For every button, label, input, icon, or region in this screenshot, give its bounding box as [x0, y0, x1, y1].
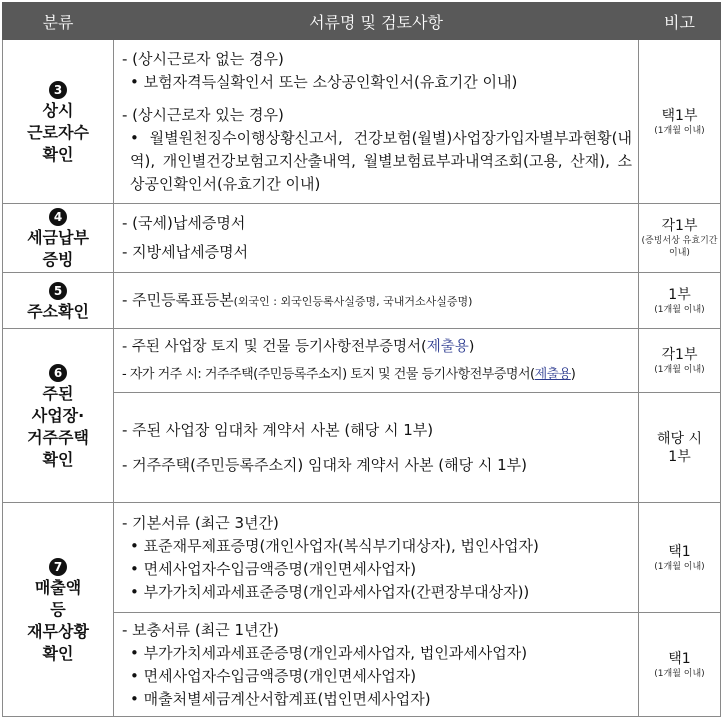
number-badge: 4 — [49, 208, 67, 226]
remark-cell — [639, 204, 721, 273]
doc-item-note: (외국인 : 외국인등록사실증명, 국내거소사실증명) — [233, 294, 473, 308]
documents-cell — [114, 503, 639, 613]
row-employee-count — [3, 40, 721, 204]
remark-small: (증빙서상 유효기간 이내) — [641, 236, 718, 258]
remark-label: 택1부 — [661, 107, 698, 124]
doc-item-highlight: 제출용 — [534, 366, 571, 382]
header-remarks: 비고 — [639, 3, 721, 40]
doc-head: - 보충서류 (최근 1년간) — [122, 620, 279, 639]
remark-small: (1개월 이내) — [654, 304, 705, 315]
doc-item: - 지방세납세증명서 — [122, 243, 249, 261]
document-table — [2, 2, 721, 717]
documents-cell — [114, 204, 639, 273]
header-documents: 서류명 및 검토사항 — [114, 3, 639, 40]
remark-cell — [639, 329, 721, 393]
doc-item-text: - 자가 거주 시: 거주주택(주민등록주소지) 토지 및 건물 등기사항전부증명서( — [122, 366, 535, 382]
remark-label: 택1 — [668, 650, 691, 667]
doc-item: • 매출처별세금계산서합계표(법인면세사업자) — [130, 689, 431, 708]
category-label: 상시 근로자수 확인 — [27, 100, 89, 164]
remark-small: (1개월 이내) — [654, 125, 705, 136]
doc-item: - 주된 사업장 임대차 계약서 사본 (해당 시 1부) — [122, 420, 434, 439]
category-cell — [3, 503, 114, 717]
category-cell — [3, 329, 114, 503]
doc-item: • 부가가치세과세표준증명(개인과세사업자(간편장부대상자)) — [130, 582, 530, 601]
category-label: 매출액 등 재무상황 확인 — [27, 577, 89, 663]
documents-cell — [114, 273, 639, 329]
doc-item: • 월별원천징수이행상황신고서, 건강보험(월별)사업장가입자별부과현황(내역), 개인별건강보험고지산출내역, 월별보험료부과내역조회(고용, 산재), 소상공인확인서(유효기간 이내) — [130, 128, 632, 193]
doc-item: • 면세사업자수입금액증명(개인면세사업자) — [130, 666, 417, 685]
doc-item-text: - 주된 사업장 토지 및 건물 등기사항전부증명서( — [122, 338, 427, 355]
documents-cell — [114, 329, 639, 393]
row-tax-payment — [3, 204, 721, 273]
doc-item-end: ) — [570, 366, 576, 382]
doc-item-highlight: 제출용 — [426, 338, 469, 355]
remark-cell — [639, 613, 721, 717]
number-badge: 7 — [49, 558, 67, 576]
doc-item — [122, 336, 632, 359]
doc-item-end: ) — [468, 338, 475, 355]
remark-small: (1개월 이내) — [654, 561, 705, 572]
documents-cell — [114, 40, 639, 204]
remark-label: 해당 시 1부 — [656, 430, 703, 465]
remark-label: 1부 — [668, 286, 691, 303]
doc-item — [122, 363, 632, 386]
category-cell — [3, 273, 114, 329]
remark-small: (1개월 이내) — [654, 668, 705, 679]
doc-item: • 부가가치세과세표준증명(개인과세사업자, 법인과세사업자) — [130, 643, 528, 662]
row-business-site-top — [3, 329, 721, 393]
doc-item: • 면세사업자수입금액증명(개인면세사업자) — [130, 559, 417, 578]
doc-item: - 거주주택(주민등록주소지) 임대차 계약서 사본 (해당 시 1부) — [122, 455, 528, 474]
remark-cell — [639, 503, 721, 613]
number-badge: 6 — [49, 364, 67, 382]
number-badge: 5 — [49, 282, 67, 300]
number-badge: 3 — [49, 81, 67, 99]
doc-item: - 주민등록표등본 — [122, 290, 234, 309]
remark-cell — [639, 40, 721, 204]
category-label: 세금납부 증빙 — [27, 228, 89, 269]
row-sales-top — [3, 503, 721, 613]
remark-label: 각1부 — [661, 218, 698, 234]
documents-cell — [114, 613, 639, 717]
doc-item: • 표준재무제표증명(개인사업자(복식부기대상자), 법인사업자) — [130, 536, 539, 555]
doc-item: - (국세)납세증명서 — [122, 214, 246, 232]
category-cell — [3, 40, 114, 204]
doc-head: - 기본서류 (최근 3년간) — [122, 513, 279, 532]
row-address — [3, 273, 721, 329]
doc-head: - (상시근로자 없는 경우) — [122, 49, 284, 68]
header-category: 분류 — [3, 3, 114, 40]
remark-cell — [639, 273, 721, 329]
category-label: 주소확인 — [27, 301, 89, 321]
remark-label: 각1부 — [661, 346, 698, 363]
remark-label: 택1 — [668, 543, 691, 560]
category-cell — [3, 204, 114, 273]
category-label: 주된 사업장· 거주주택 확인 — [27, 383, 89, 469]
documents-cell — [114, 393, 639, 503]
remark-cell — [639, 393, 721, 503]
header-row — [3, 3, 721, 40]
doc-item: • 보험자격득실확인서 또는 소상공인확인서(유효기간 이내) — [130, 72, 518, 91]
doc-head: - (상시근로자 있는 경우) — [122, 105, 284, 124]
remark-small: (1개월 이내) — [654, 364, 705, 375]
